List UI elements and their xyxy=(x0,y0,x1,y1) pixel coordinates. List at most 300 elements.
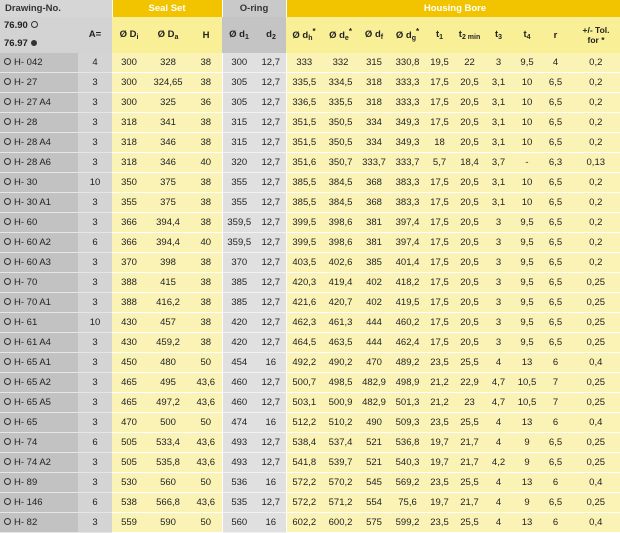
column-header-subscript: e xyxy=(344,35,349,43)
table-cell: 465 xyxy=(112,393,146,413)
table-cell: 480 xyxy=(146,353,190,373)
table-cell: 536 xyxy=(222,473,256,493)
table-cell: 12,7 xyxy=(256,313,286,333)
table-cell: 75,6 xyxy=(389,493,426,513)
ring-icon xyxy=(4,358,11,365)
column-header xyxy=(486,17,511,53)
table-cell: 463,5 xyxy=(322,333,359,353)
table-cell: 394,4 xyxy=(146,213,190,233)
drawing-number-cell xyxy=(0,113,78,133)
o-ring-group: O-ring xyxy=(222,0,286,17)
ring-icon xyxy=(4,498,11,505)
table-cell: 460 xyxy=(222,373,256,393)
drawing-number-text: H- 65 A2 xyxy=(14,377,51,388)
ring-icon xyxy=(4,198,11,205)
table-cell: 4,7 xyxy=(486,393,511,413)
table-cell: 21,2 xyxy=(426,373,453,393)
table-cell: 398,6 xyxy=(322,233,359,253)
seal-set-group: Seal Set xyxy=(112,0,222,17)
table-cell: 355 xyxy=(222,193,256,213)
table-cell: 385,5 xyxy=(286,173,322,193)
drawing-number-text: H- 70 xyxy=(14,277,38,288)
table-cell: 38 xyxy=(190,133,222,153)
table-cell: 325 xyxy=(146,93,190,113)
table-cell: 12,7 xyxy=(256,153,286,173)
table-cell: 381 xyxy=(359,213,389,233)
table-cell: 3 xyxy=(78,413,112,433)
drawing-number-text: H- 74 xyxy=(14,437,38,448)
table-cell: 375 xyxy=(146,193,190,213)
table-cell: 397,4 xyxy=(389,233,426,253)
table-cell: 318 xyxy=(112,133,146,153)
table-cell: 5,7 xyxy=(426,153,453,173)
table-cell: 6,5 xyxy=(543,113,568,133)
table-cell: 0,25 xyxy=(568,433,620,453)
table-cell: 3 xyxy=(78,453,112,473)
table-cell: 571,2 xyxy=(322,493,359,513)
table-cell: 383,3 xyxy=(389,173,426,193)
series-a-label: 76.90 xyxy=(4,20,28,31)
table-cell: 368 xyxy=(359,173,389,193)
column-header-subscript: 1 xyxy=(439,34,444,41)
table-cell: 4 xyxy=(486,493,511,513)
table-cell: 38 xyxy=(190,293,222,313)
column-header-subscript: i xyxy=(136,34,139,41)
table-cell: 403,5 xyxy=(286,253,322,273)
table-cell: 17,5 xyxy=(426,213,453,233)
table-cell: 13 xyxy=(511,473,543,493)
table-cell: 0,2 xyxy=(568,173,620,193)
table-cell: 20,5 xyxy=(453,213,486,233)
table-row xyxy=(0,513,620,533)
drawing-number-cell xyxy=(0,373,78,393)
table-cell: 330,8 xyxy=(389,53,426,73)
table-cell: 10 xyxy=(511,193,543,213)
table-cell: 9,5 xyxy=(511,273,543,293)
table-cell: 350,5 xyxy=(322,133,359,153)
table-row xyxy=(0,173,620,193)
drawing-number-text: H- 28 A6 xyxy=(14,157,51,168)
table-cell: 6,5 xyxy=(543,433,568,453)
drawing-number-cell xyxy=(0,313,78,333)
table-cell: 470 xyxy=(359,353,389,373)
table-cell: 300 xyxy=(112,93,146,113)
table-cell: 512,2 xyxy=(286,413,322,433)
table-cell: 450 xyxy=(112,353,146,373)
table-cell: 384,5 xyxy=(322,193,359,213)
table-cell: 9 xyxy=(511,453,543,473)
table-cell: 22 xyxy=(453,53,486,73)
drawing-number-text: H- 65 A1 xyxy=(14,357,51,368)
column-header xyxy=(190,17,222,53)
housing-bore-group: Housing Bore xyxy=(286,0,620,17)
table-cell: 3 xyxy=(78,393,112,413)
table-cell: 332 xyxy=(322,53,359,73)
table-cell: 570,2 xyxy=(322,473,359,493)
table-cell: 3 xyxy=(78,193,112,213)
table-cell: 12,7 xyxy=(256,433,286,453)
table-cell: 20,5 xyxy=(453,233,486,253)
table-cell: 560 xyxy=(146,473,190,493)
table-cell: 6,5 xyxy=(543,253,568,273)
table-cell: 545 xyxy=(359,473,389,493)
table-cell: 21,7 xyxy=(453,433,486,453)
ring-icon xyxy=(4,158,11,165)
table-cell: 385 xyxy=(222,293,256,313)
table-cell: 530 xyxy=(112,473,146,493)
drawing-number-cell xyxy=(0,133,78,153)
table-cell: 0,2 xyxy=(568,253,620,273)
ring-icon xyxy=(4,218,11,225)
ring-icon xyxy=(4,238,11,245)
table-cell: 23,5 xyxy=(426,473,453,493)
table-cell: 349,3 xyxy=(389,113,426,133)
table-cell: 0,4 xyxy=(568,413,620,433)
table-cell: 402 xyxy=(359,293,389,313)
table-row xyxy=(0,433,620,453)
table-cell: 0,2 xyxy=(568,233,620,253)
table-cell: 7 xyxy=(543,393,568,413)
table-cell: 20,5 xyxy=(453,313,486,333)
table-cell: 500,7 xyxy=(286,373,322,393)
column-header-label: d xyxy=(266,29,272,40)
table-cell: 12,7 xyxy=(256,453,286,473)
table-row xyxy=(0,273,620,293)
table-cell: 420,3 xyxy=(286,273,322,293)
column-header xyxy=(286,17,322,53)
table-cell: 497,2 xyxy=(146,393,190,413)
table-cell: 6,5 xyxy=(543,233,568,253)
drawing-number-cell xyxy=(0,453,78,473)
table-cell: 12,7 xyxy=(256,273,286,293)
table-cell: 10 xyxy=(78,173,112,193)
table-cell: 9,5 xyxy=(511,253,543,273)
table-cell: 10 xyxy=(511,113,543,133)
table-cell: 397,4 xyxy=(389,213,426,233)
table-cell: 559 xyxy=(112,513,146,533)
table-body xyxy=(0,53,620,533)
table-cell: 401,4 xyxy=(389,253,426,273)
table-cell: 6 xyxy=(78,493,112,513)
table-cell: 6 xyxy=(543,513,568,533)
ring-icon xyxy=(4,398,11,405)
table-cell: 600,2 xyxy=(322,513,359,533)
table-cell: 10,5 xyxy=(511,373,543,393)
table-cell: 17,5 xyxy=(426,253,453,273)
table-cell: 3 xyxy=(78,93,112,113)
table-cell: 12,7 xyxy=(256,173,286,193)
table-cell: 334,5 xyxy=(322,73,359,93)
table-cell: 20,5 xyxy=(453,113,486,133)
table-cell: 334 xyxy=(359,113,389,133)
table-cell: 0,4 xyxy=(568,353,620,373)
table-cell: 12,7 xyxy=(256,393,286,413)
column-header xyxy=(256,17,286,53)
table-cell: - xyxy=(511,153,543,173)
table-cell: 3,1 xyxy=(486,93,511,113)
table-cell: 21,2 xyxy=(426,393,453,413)
table-cell: 572,2 xyxy=(286,493,322,513)
table-cell: 368 xyxy=(359,193,389,213)
table-cell: 23,5 xyxy=(426,353,453,373)
table-cell: 3 xyxy=(486,253,511,273)
table-cell: 521 xyxy=(359,433,389,453)
table-cell: 38 xyxy=(190,333,222,353)
drawing-number-text: H- 30 xyxy=(14,177,38,188)
table-cell: 6,5 xyxy=(543,173,568,193)
column-header-label: Ø d xyxy=(329,30,345,42)
table-cell: 421,6 xyxy=(286,293,322,313)
column-header xyxy=(543,17,568,53)
table-cell: 505 xyxy=(112,433,146,453)
table-cell: 0,2 xyxy=(568,133,620,153)
column-header-label: t xyxy=(523,29,527,40)
drawing-number-text: H- 28 A4 xyxy=(14,137,51,148)
table-cell: 575 xyxy=(359,513,389,533)
drawing-number-text: H- 65 xyxy=(14,417,38,428)
table-cell: 388 xyxy=(112,293,146,313)
table-cell: 6,5 xyxy=(543,133,568,153)
drawing-number-cell xyxy=(0,213,78,233)
table-cell: 20,5 xyxy=(453,273,486,293)
table-cell: 0,25 xyxy=(568,293,620,313)
table-cell: 501,3 xyxy=(389,393,426,413)
table-cell: 3 xyxy=(78,473,112,493)
table-cell: 21,7 xyxy=(453,493,486,513)
table-cell: 4 xyxy=(543,53,568,73)
table-cell: 38 xyxy=(190,193,222,213)
table-cell: 0,25 xyxy=(568,333,620,353)
table-cell: 315 xyxy=(222,113,256,133)
table-cell: 366 xyxy=(112,233,146,253)
table-cell: 505 xyxy=(112,453,146,473)
drawing-number-cell xyxy=(0,253,78,273)
table-cell: 16 xyxy=(256,413,286,433)
drawing-number-text: H- 60 A2 xyxy=(14,237,51,248)
column-header xyxy=(453,17,486,53)
table-cell: 17,5 xyxy=(426,293,453,313)
table-cell: 19,5 xyxy=(426,53,453,73)
table-cell: 17,5 xyxy=(426,173,453,193)
column-header-subscript: 2 xyxy=(271,34,276,41)
table-cell: 419,5 xyxy=(389,293,426,313)
series-header xyxy=(0,17,78,53)
table-cell: 521 xyxy=(359,453,389,473)
table-cell: 18 xyxy=(426,133,453,153)
table-cell: 20,5 xyxy=(453,73,486,93)
table-cell: 366 xyxy=(112,213,146,233)
table-cell: 17,5 xyxy=(426,233,453,253)
table-cell: 324,65 xyxy=(146,73,190,93)
drawing-number-text: H- 28 xyxy=(14,117,38,128)
drawing-number-text: H- 27 xyxy=(14,77,38,88)
drawing-number-text: H- 27 A4 xyxy=(14,97,51,108)
table-cell: 430 xyxy=(112,313,146,333)
table-cell: 19,7 xyxy=(426,433,453,453)
table-cell: 333,7 xyxy=(359,153,389,173)
table-cell: 394,4 xyxy=(146,233,190,253)
column-header-asterisk: * xyxy=(416,27,420,37)
tolerance-for-label: for * xyxy=(587,35,605,45)
table-cell: 398,6 xyxy=(322,213,359,233)
table-cell: 419,4 xyxy=(322,273,359,293)
table-cell: 489,2 xyxy=(389,353,426,373)
table-cell: 398 xyxy=(146,253,190,273)
table-cell: 3 xyxy=(486,313,511,333)
table-cell: 12,7 xyxy=(256,73,286,93)
table-cell: 350,7 xyxy=(322,153,359,173)
table-cell: 482,9 xyxy=(359,393,389,413)
table-cell: 464,5 xyxy=(286,333,322,353)
column-header-subscript: g xyxy=(411,35,417,43)
drawing-number-cell xyxy=(0,413,78,433)
table-cell: 17,5 xyxy=(426,73,453,93)
table-cell: 0,2 xyxy=(568,213,620,233)
table-cell: 385 xyxy=(222,273,256,293)
table-cell: 315 xyxy=(359,53,389,73)
drawing-number-text: H- 30 A1 xyxy=(14,197,51,208)
table-cell: 38 xyxy=(190,113,222,133)
drawing-number-text: H- 61 A4 xyxy=(14,337,51,348)
table-cell: 0,2 xyxy=(568,53,620,73)
column-header-label: Ø d xyxy=(229,29,245,40)
column-header-subscript: 1 xyxy=(244,34,249,41)
drawing-no-group: Drawing-No. xyxy=(0,0,112,17)
drawing-number-text: H- 60 A3 xyxy=(14,257,51,268)
table-cell: 3 xyxy=(78,513,112,533)
table-cell: 3 xyxy=(78,273,112,293)
drawing-number-text: H- 61 xyxy=(14,317,38,328)
table-cell: 333,3 xyxy=(389,93,426,113)
table-cell: 16 xyxy=(256,513,286,533)
table-cell: 569,2 xyxy=(389,473,426,493)
drawing-number-text: H- 65 A5 xyxy=(14,397,51,408)
table-cell: 10,5 xyxy=(511,393,543,413)
table-cell: 333 xyxy=(286,53,322,73)
table-cell: 38 xyxy=(190,53,222,73)
column-header xyxy=(426,17,453,53)
table-cell: 3 xyxy=(78,373,112,393)
table-cell: 38 xyxy=(190,253,222,273)
table-cell: 498,5 xyxy=(322,373,359,393)
table-cell: 3 xyxy=(78,133,112,153)
table-cell: 335,5 xyxy=(322,93,359,113)
table-cell: 351,6 xyxy=(286,153,322,173)
group-header-row xyxy=(0,0,620,17)
table-cell: 320 xyxy=(222,153,256,173)
table-cell: 351,5 xyxy=(286,113,322,133)
column-header xyxy=(359,17,389,53)
table-cell: 566,8 xyxy=(146,493,190,513)
drawing-number-cell xyxy=(0,293,78,313)
table-cell: 3,1 xyxy=(486,193,511,213)
table-cell: 3,7 xyxy=(486,153,511,173)
table-cell: 20,5 xyxy=(453,293,486,313)
drawing-number-cell xyxy=(0,233,78,253)
table-cell: 560 xyxy=(222,513,256,533)
table-cell: 420 xyxy=(222,333,256,353)
table-cell: 3 xyxy=(486,213,511,233)
table-cell: 346 xyxy=(146,153,190,173)
table-cell: 6,5 xyxy=(543,293,568,313)
table-cell: 3 xyxy=(78,333,112,353)
table-cell: 0,2 xyxy=(568,193,620,213)
ring-icon xyxy=(4,58,11,65)
ring-icon xyxy=(4,378,11,385)
column-header xyxy=(389,17,426,53)
table-row xyxy=(0,313,620,333)
table-cell: 462,4 xyxy=(389,333,426,353)
drawing-number-cell xyxy=(0,333,78,353)
table-cell: 13 xyxy=(511,413,543,433)
drawing-number-text: H- 146 xyxy=(14,497,43,508)
table-row xyxy=(0,253,620,273)
column-header-label: Ø d xyxy=(395,30,412,42)
ring-icon xyxy=(4,298,11,305)
table-cell: 21,7 xyxy=(453,453,486,473)
table-cell: 0,2 xyxy=(568,93,620,113)
table-cell: 402,6 xyxy=(322,253,359,273)
table-cell: 493 xyxy=(222,453,256,473)
table-cell: 40 xyxy=(190,153,222,173)
table-cell: 6,5 xyxy=(543,313,568,333)
table-cell: 12,7 xyxy=(256,333,286,353)
table-cell: 535,8 xyxy=(146,453,190,473)
table-cell: 10 xyxy=(511,73,543,93)
table-cell: 12,7 xyxy=(256,193,286,213)
table-cell: 25,5 xyxy=(453,513,486,533)
a-header: A= xyxy=(78,17,112,53)
table-cell: 4 xyxy=(486,513,511,533)
table-cell: 490,2 xyxy=(322,353,359,373)
table-cell: 38 xyxy=(190,213,222,233)
table-row xyxy=(0,73,620,93)
table-cell: 3 xyxy=(486,273,511,293)
table-cell: 12,7 xyxy=(256,293,286,313)
table-cell: 12,7 xyxy=(256,213,286,233)
table-row xyxy=(0,473,620,493)
table-cell: 17,5 xyxy=(426,113,453,133)
column-header-row xyxy=(0,17,620,53)
table-cell: 350 xyxy=(112,173,146,193)
table-cell: 503,1 xyxy=(286,393,322,413)
table-cell: 318 xyxy=(359,73,389,93)
table-cell: 350,5 xyxy=(322,113,359,133)
table-cell: 20,5 xyxy=(453,93,486,113)
ring-icon xyxy=(4,78,11,85)
table-cell: 10 xyxy=(511,93,543,113)
drawing-number-cell xyxy=(0,73,78,93)
table-cell: 305 xyxy=(222,73,256,93)
drawing-number-text: H- 89 xyxy=(14,477,38,488)
table-cell: 40 xyxy=(190,233,222,253)
table-cell: 300 xyxy=(112,53,146,73)
table-cell: 388 xyxy=(112,273,146,293)
table-cell: 370 xyxy=(222,253,256,273)
ring-icon xyxy=(4,318,11,325)
table-cell: 0,4 xyxy=(568,513,620,533)
table-row xyxy=(0,133,620,153)
table-cell: 359,5 xyxy=(222,233,256,253)
table-cell: 17,5 xyxy=(426,273,453,293)
table-cell: 7 xyxy=(543,373,568,393)
table-cell: 465 xyxy=(112,373,146,393)
drawing-number-cell xyxy=(0,273,78,293)
table-cell: 6,3 xyxy=(543,153,568,173)
table-cell: 50 xyxy=(190,513,222,533)
table-cell: 4 xyxy=(486,353,511,373)
table-cell: 318 xyxy=(112,153,146,173)
